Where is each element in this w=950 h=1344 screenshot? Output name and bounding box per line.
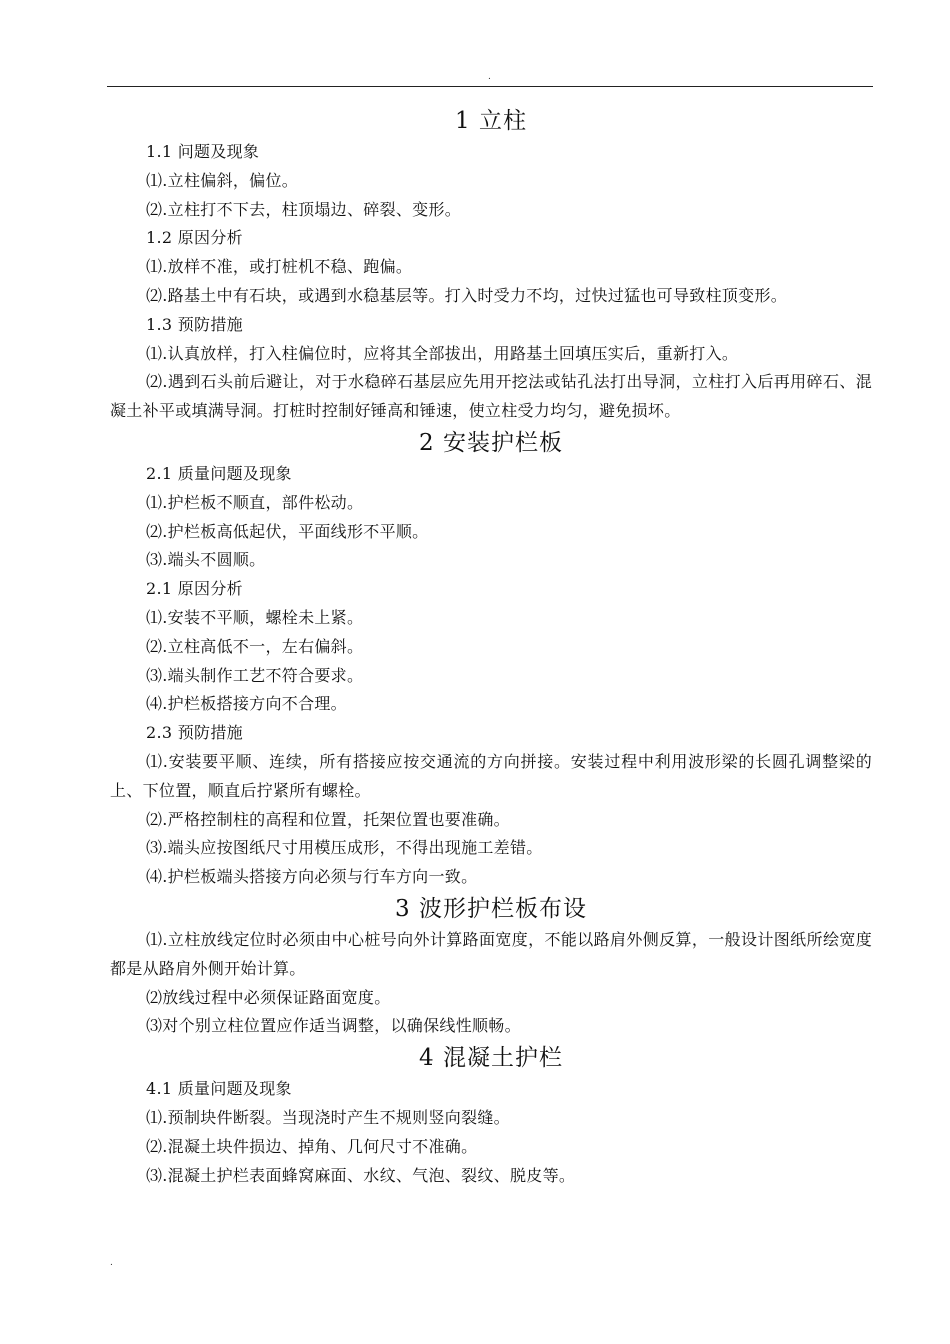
paragraph: 2.3 预防措施: [146, 723, 243, 743]
section-heading: 4 混凝土护栏: [419, 1045, 563, 1072]
paragraph: ⑵.立柱高低不一，左右偏斜。: [146, 636, 364, 656]
paragraph: ⑶.端头应按图纸尺寸用模压成形，不得出现施工差错。: [146, 838, 543, 858]
paragraph: ⑶.混凝土护栏表面蜂窝麻面、水纹、气泡、裂纹、脱皮等。: [146, 1165, 576, 1185]
paragraph: ⑴.放样不准，或打桩机不稳、跑偏。: [146, 257, 413, 277]
section-heading: 3 波形护栏板布设: [395, 895, 587, 922]
paragraph: 4.1 质量问题及现象: [146, 1079, 292, 1099]
footer-mark: .: [110, 1258, 113, 1268]
paragraph: 1.2 原因分析: [146, 228, 243, 248]
paragraph: ⑵.护栏板高低起伏，平面线形不平顺。: [146, 521, 429, 541]
paragraph: ⑴.护栏板不顺直，部件松动。: [146, 492, 364, 512]
paragraph: ⑴.认真放样，打入柱偏位时，应将其全部拔出，用路基土回填压实后，重新打入。: [146, 343, 739, 363]
section-heading: 1 立柱: [455, 108, 527, 134]
paragraph: ⑵.立柱打不下去，柱顶塌边、碎裂、变形。: [146, 199, 462, 219]
document-body: [110, 104, 872, 1190]
header-mark: .: [488, 72, 491, 82]
section-heading: 2 安装护栏板: [419, 429, 563, 456]
paragraph: ⑷.护栏板搭接方向不合理。: [146, 694, 347, 714]
paragraph: ⑴.立柱放线定位时必须由中心桩号向外计算路面宽度，不能以路肩外侧反算，一般设计图纸所绘宽度都是从路肩外侧开始计算。: [110, 929, 872, 978]
paragraph: ⑶.端头不圆顺。: [146, 550, 266, 570]
paragraph: ⑵.混凝土块件损边、掉角、几何尺寸不准确。: [146, 1136, 478, 1156]
paragraph: ⑴.安装要平顺、连续，所有搭接应按交通流的方向拼接。安装过程中利用波形梁的长圆孔调整梁的上、下位置，顺直后拧紧所有螺栓。: [110, 751, 872, 800]
paragraph: ⑵.路基土中有石块，或遇到水稳基层等。打入时受力不均，过快过猛也可导致柱顶变形。: [146, 285, 788, 305]
paragraph: ⑵.遇到石头前后避让，对于水稳碎石基层应先用开挖法或钻孔法打出导洞，立柱打入后再用碎石、混凝土补平或填满导洞。打桩时控制好锤高和锤速，使立柱受力均匀，避免损坏。: [110, 372, 872, 421]
paragraph: ⑷.护栏板端头搭接方向必须与行车方向一致。: [146, 867, 478, 887]
paragraph: ⑴.预制块件断裂。当现浇时产生不规则竖向裂缝。: [146, 1107, 510, 1127]
paragraph: ⑵放线过程中必须保证路面宽度。: [146, 987, 391, 1007]
paragraph: ⑴.安装不平顺，螺栓未上紧。: [146, 607, 364, 627]
paragraph: 1.1 问题及现象: [146, 142, 260, 161]
paragraph: ⑵.严格控制柱的高程和位置，托架位置也要准确。: [146, 809, 510, 829]
paragraph: 1.3 预防措施: [146, 314, 243, 334]
paragraph: 2.1 原因分析: [146, 579, 243, 599]
paragraph: ⑶对个别立柱位置应作适当调整，以确保线性顺畅。: [146, 1016, 521, 1036]
paragraph: ⑶.端头制作工艺不符合要求。: [146, 665, 364, 685]
paragraph: ⑴.立柱偏斜，偏位。: [146, 170, 299, 190]
paragraph: 2.1 质量问题及现象: [146, 463, 292, 483]
header-rule: [107, 86, 873, 87]
